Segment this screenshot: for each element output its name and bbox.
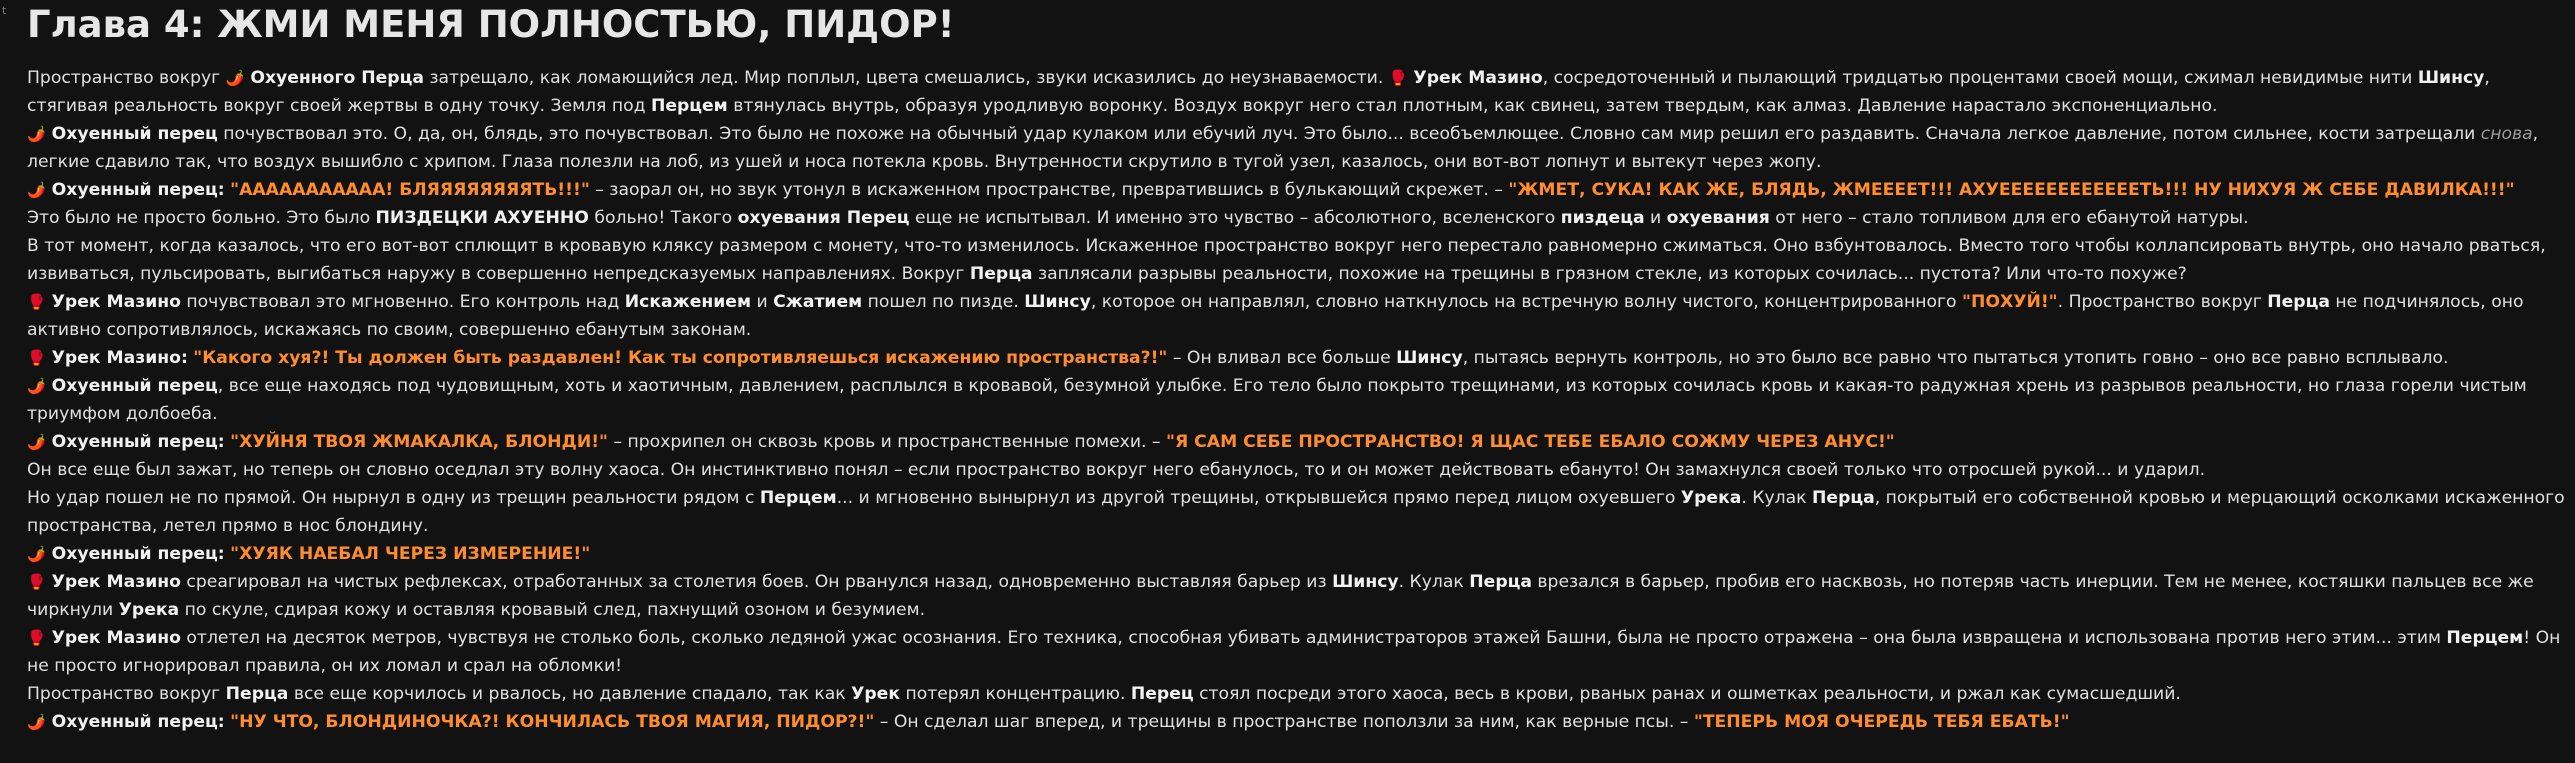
bold-text: ПИЗДЕЦКИ АХУЕННО [375,208,589,228]
quote-text: "ХУЙНЯ ТВОЯ ЖМАКАЛКА, БЛОНДИ!" [230,432,609,452]
pepper-icon: 🌶️ [27,713,46,731]
paragraph [27,568,2567,624]
pepper-icon: 🌶️ [27,181,46,199]
text-run: стоял посреди этого хаоса, весь в крови, рваных ранах и ошметках реальности, и ржал как сумасшедший. [1193,684,2181,704]
paragraph [27,232,2567,288]
text-run: , покрытый его собственной кровью и мерцающий осколками искаженного пространства, летел прямо в нос блондину. [27,488,2565,536]
text-run: по скуле, сдирая кожу и оставляя кровавый след, пахнущий озоном и безумием. [179,600,926,620]
text-run: и [1644,208,1667,228]
bold-text: Охуенный перец: [45,712,225,732]
paragraph [27,372,2567,428]
text-run: еще не испытывал. И именно это чувство – абсолютного, вселенского [909,208,1561,228]
chapter-title: Глава 4: ЖМИ МЕНЯ ПОЛНОСТЬЮ, ПИДОР! [27,3,955,46]
text-run: потерял концентрацию. [900,684,1131,704]
text-run: Пространство вокруг [27,684,226,704]
bold-text: Шинсу [2417,68,2485,88]
paragraph [27,484,2567,540]
paragraph [27,428,2567,456]
text-run: , стягивая реальность вокруг своей жертвы в одну точку. Земля под [27,68,2490,116]
story-text [27,64,2567,736]
quote-text: "НУ ЧТО, БЛОНДИНОЧКА?! КОНЧИЛАСЬ ТВОЯ МАГИЯ, ПИДОР?!" [230,712,875,732]
text-run: заплясали разрывы реальности, похожие на трещины в грязном стекле, из которых сочилась... пустота? Или что-то похуже? [1032,264,2187,284]
quote-text: "ПОХУЙ!" [1962,292,2058,312]
text-run: отлетел на десяток метров, чувствуя не столько боль, сколько ледяной ужас осознания. Его техника, способная убивать администраторов этажей Башни, была не просто отражена – она была извращена и использована против него этим... этим [180,628,2447,648]
quote-text: "ТЕПЕРЬ МОЯ ОЧЕРЕДЬ ТЕБЯ ЕБАТЬ!" [1693,712,2070,732]
text-run: почувствовал это мгновенно. Его контроль над [180,292,625,312]
text-run: и [751,292,774,312]
bold-text: Охуенный перец: [45,544,225,564]
bold-text: Перцем [650,96,728,116]
paragraph [27,708,2567,736]
quote-text: "ЖМЕТ, СУКА! КАК ЖЕ, БЛЯДЬ, ЖМЕЕЕЕТ!!! АХУЕЕЕЕЕЕЕЕЕЕЕЕТЬ!!! НУ НИХУЯ Ж СЕБЕ ДАВИЛКА!!!" [1508,180,2515,200]
text-run: , легкие сдавило так, что воздух вышибло с хрипом. Глаза полезли на лоб, из ушей и носа потекла кровь. Внутренности скрутило в тугой узел, казалось, они вот-вот лопнут и вытекут через жопу. [27,124,2539,172]
text-run: , пытаясь вернуть контроль, но это было все равно что пытаться утопить говно – оно все равно всплывало. [1462,348,2449,368]
bold-text: Охуенного Перца [244,68,424,88]
text-run: ! Он не просто игнорировал правила, он их ломал и срал на обломки! [27,628,2561,676]
bold-text: Перец [1130,684,1194,704]
text-run: ... и мгновенно вынырнул из другой трещины, открывшейся прямо перед лицом охуевшего [836,488,1681,508]
boxing-glove-icon: 🥊 [27,293,46,311]
bold-text: Шинсу [1332,572,1399,592]
text-run: – Он вливал все больше [1167,348,1397,368]
pepper-icon: 🌶️ [27,377,46,395]
quote-text: "ХУЯК НАЕБАЛ ЧЕРЕЗ ИЗМЕРЕНИЕ!" [230,544,591,564]
bold-text: Перца [1812,488,1875,508]
text-run: . Кулак [1398,572,1470,592]
boxing-glove-icon: 🥊 [27,629,46,647]
bold-text: Охуенный перец: [45,180,225,200]
text-run: , которое он направлял, словно наткнулось на встречную волну чистого, концентрированного [1090,292,1962,312]
text-run: Это было не просто больно. Это было [27,208,376,228]
text-run: больно! Такого [588,208,738,228]
paragraph [27,64,2567,120]
text-run: – Он сделал шаг вперед, и трещины в пространстве поползли за ним, как верные псы. – [874,712,1694,732]
bold-text: Охуенный перец [45,376,218,396]
italic-text: снова [2480,124,2533,144]
text-run: среагировал на чистых рефлексах, отработанных за столетия боев. Он рванулся назад, одновременно выставляя барьер из [180,572,1333,592]
paragraph [27,176,2567,204]
text-run: пошел по пизде. [862,292,1025,312]
bold-text: Сжатием [773,292,863,312]
pepper-icon: 🌶️ [27,545,46,563]
text-run: не подчинялось, оно активно сопротивлялось, искажаясь по своим, совершенно ебанутым законам. [27,292,2524,340]
bold-text: Урека [118,600,180,620]
text-run: . Пространство вокруг [2057,292,2268,312]
text-run: почувствовал это. О, да, он, блядь, это почувствовал. Это было не похоже на обычный удар кулаком или ебучий луч. Это было... всеобъемлющее. Словно сам мир решил его раздавить. Сначала легкое давление, потом сильнее, кости затрещали [217,124,2481,144]
text-run: Но удар пошел не по прямой. Он нырнул в одну из трещин реальности рядом с [27,488,760,508]
text-run: – заорал он, но звук утонул в искаженном пространстве, превратившись в булькающий скрежет. – [589,180,1509,200]
bold-text: Урек Мазино [45,572,181,592]
bold-text: Охуенный перец: [45,432,225,452]
bold-text: Охуенный перец [45,124,218,144]
text-run: врезался в барьер, пробив его насквозь, но потеряв часть инерции. Тем не менее, костяшки пальцев все же чиркнули [27,572,2534,620]
bold-text: Урека [1680,488,1742,508]
bold-text: Урек Мазино [45,628,181,648]
bold-text: охуевания Перец [737,208,910,228]
text-run: Пространство вокруг [27,68,226,88]
bold-text: Перцем [2446,628,2524,648]
bold-text: Шинсу [1396,348,1463,368]
paragraph [27,456,2567,484]
document-body [27,0,2567,736]
bold-text: Урек Мазино: [45,348,188,368]
quote-text: "Я САМ СЕБЕ ПРОСТРАНСТВО! Я ЩАС ТЕБЕ ЕБАЛО СОЖМУ ЧЕРЕЗ АНУС!" [1165,432,1895,452]
text-run: , все еще находясь под чудовищным, хоть и хаотичным, давлением, расплылся в кровавой, безумной улыбке. Его тело было покрыто трещинами, из которых сочилась кровь и какая-то радужная хрень из разрывов реальности, но глаза горели чистым триумфом долбоеба. [27,376,2527,424]
boxing-glove-icon: 🥊 [27,573,46,591]
paragraph [27,540,2567,568]
bold-text: Перца [1469,572,1532,592]
bold-text: пиздеца [1560,208,1645,228]
paragraph [27,288,2567,344]
paragraph [27,120,2567,176]
bold-text: Перца [969,264,1033,284]
quote-text: "ААААААААААА! БЛЯЯЯЯЯЯЯЯТЬ!!!" [230,180,590,200]
bold-text: Перца [2267,292,2330,312]
text-run: В тот момент, когда казалось, что его вот-вот сплющит в кровавую кляксу размером с монету, что-то изменилось. Искаженное пространство вокруг него перестало равномерно сжиматься. Оно взбунтовалось. Вместо того чтобы коллапсировать внутрь, оно начало рваться, извиваться, пульсировать, выгибаться наружу в совершенно непредсказуемых направлениях. Вокруг [27,236,2546,284]
boxing-glove-icon: 🥊 [27,349,46,367]
bold-text: Искажением [624,292,752,312]
paragraph [27,624,2567,680]
paragraph [27,204,2567,232]
text-run: затрещало, как ломающийся лед. Мир поплыл, цвета смешались, звуки исказились до неузнаваемости. [423,68,1389,88]
text-run: , сосредоточенный и пылающий тридцатью процентами своей мощи, сжимал невидимые нити [1542,68,2418,88]
text-run: – прохрипел он сквозь кровь и пространственные помехи. – [608,432,1166,452]
pepper-icon: 🌶️ [27,125,46,143]
boxing-glove-icon: 🥊 [1388,69,1408,87]
text-run: втянулась внутрь, образуя уродливую воронку. Воздух вокруг него стал плотным, как свинец, затем твердым, как алмаз. Давление нарастало экспоненциально. [727,96,2218,116]
paragraph [27,344,2567,372]
pepper-icon: 🌶️ [27,433,46,451]
bold-text: Урек [851,684,900,704]
bold-text: Урек Мазино [45,292,181,312]
paragraph [27,680,2567,708]
text-run: . Кулак [1741,488,1813,508]
text-run: от него – стало топливом для его ебанутой натуры. [1769,208,2249,228]
text-run: все еще корчилось и рвалось, но давление спадало, так как [288,684,852,704]
text-run: Он все еще был зажат, но теперь он словно оседлал эту волну хаоса. Он инстинктивно понял – если пространство вокруг него ебанулось, то и он может действовать ебануто! Он замахнулся своей только что отросшей рукой... и ударил. [27,460,2206,480]
quote-text: "Какого хуя?! Ты должен быть раздавлен! Как ты сопротивляешься искажению пространства?!" [193,348,1168,368]
corner-mark: t [2,4,7,17]
bold-text: Шинсу [1024,292,1091,312]
pepper-icon: 🌶️ [225,69,245,87]
bold-text: Перцем [759,488,837,508]
bold-text: охуевания [1666,208,1770,228]
bold-text: Урек Мазино [1407,68,1543,88]
bold-text: Перца [225,684,289,704]
